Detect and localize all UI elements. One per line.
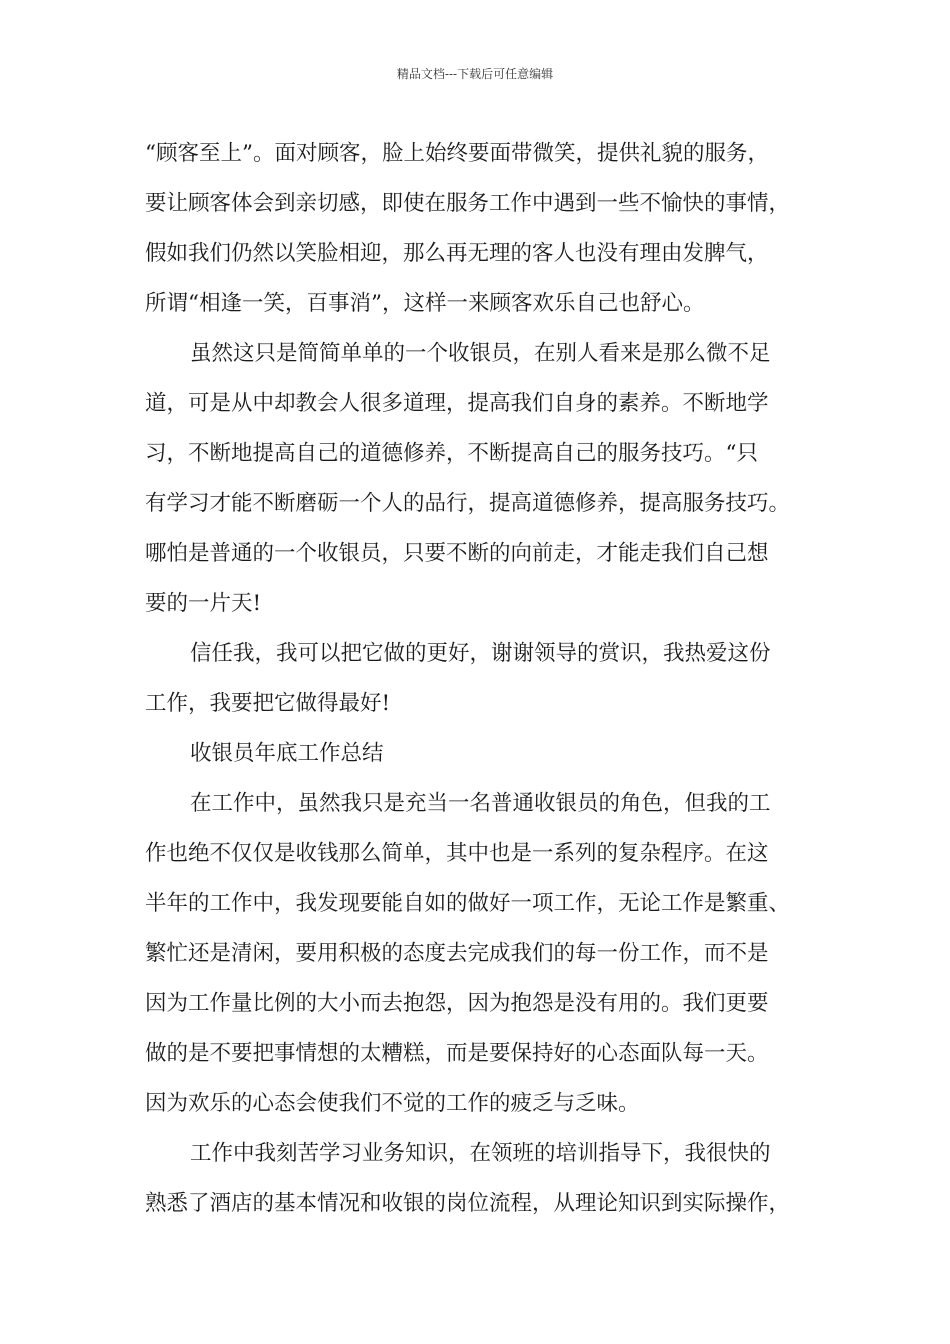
text-line: 作也绝不仅仅是收钱那么简单，其中也是一系列的复杂程序。在这 bbox=[145, 841, 769, 866]
text-line: 有学习才能不断磨砺一个人的品行，提高道德修养，提高服务技巧。 bbox=[145, 491, 791, 516]
text-line: 熟悉了酒店的基本情况和收银的岗位流程，从理论知识到实际操作， bbox=[145, 1191, 791, 1216]
text-line: 因为欢乐的心态会使我们不觉的工作的疲乏与乏味。 bbox=[145, 1091, 640, 1116]
text-line: 所谓“相逢一笑，百事消”，这样一来顾客欢乐自己也舒心。 bbox=[145, 291, 705, 316]
text-line: 收银员年底工作总结 bbox=[190, 741, 384, 766]
text-line: 要让顾客体会到亲切感，即使在服务工作中遇到一些不愉快的事情， bbox=[145, 191, 791, 216]
text-line: 习，不断地提高自己的道德修养，不断提高自己的服务技巧。“只 bbox=[145, 441, 758, 466]
text-line: 信任我，我可以把它做的更好，谢谢领导的赏识，我热爱这份 bbox=[190, 641, 771, 666]
page-header: 精品文档---下载后可任意编辑 bbox=[396, 67, 554, 81]
document-body bbox=[145, 129, 825, 1229]
text-line: 虽然这只是简简单单的一个收银员，在别人看来是那么微不足 bbox=[190, 341, 771, 366]
text-line: 半年的工作中，我发现要能自如的做好一项工作，无论工作是繁重、 bbox=[145, 891, 791, 916]
text-line: 道，可是从中却教会人很多道理，提高我们自身的素养。不断地学 bbox=[145, 391, 769, 416]
text-line: 做的是不要把事情想的太糟糕，而是要保持好的心态面队每一天。 bbox=[145, 1041, 769, 1066]
text-line: 哪怕是普通的一个收银员，只要不断的向前走，才能走我们自己想 bbox=[145, 541, 769, 566]
text-line: “顾客至上”。面对顾客，脸上始终要面带微笑，提供礼貌的服务， bbox=[145, 141, 769, 166]
text-line: 繁忙还是清闲，要用积极的态度去完成我们的每一份工作，而不是 bbox=[145, 941, 769, 966]
text-line: 在工作中，虽然我只是充当一名普通收银员的角色，但我的工 bbox=[190, 791, 771, 816]
text-line: 因为工作量比例的大小而去抱怨，因为抱怨是没有用的。我们更要 bbox=[145, 991, 769, 1016]
text-line: 工作中我刻苦学习业务知识，在领班的培训指导下，我很快的 bbox=[190, 1141, 771, 1166]
text-line: 工作，我要把它做得最好! bbox=[145, 691, 391, 716]
text-line: 假如我们仍然以笑脸相迎，那么再无理的客人也没有理由发脾气， bbox=[145, 241, 769, 266]
text-line: 要的一片天! bbox=[145, 591, 262, 616]
